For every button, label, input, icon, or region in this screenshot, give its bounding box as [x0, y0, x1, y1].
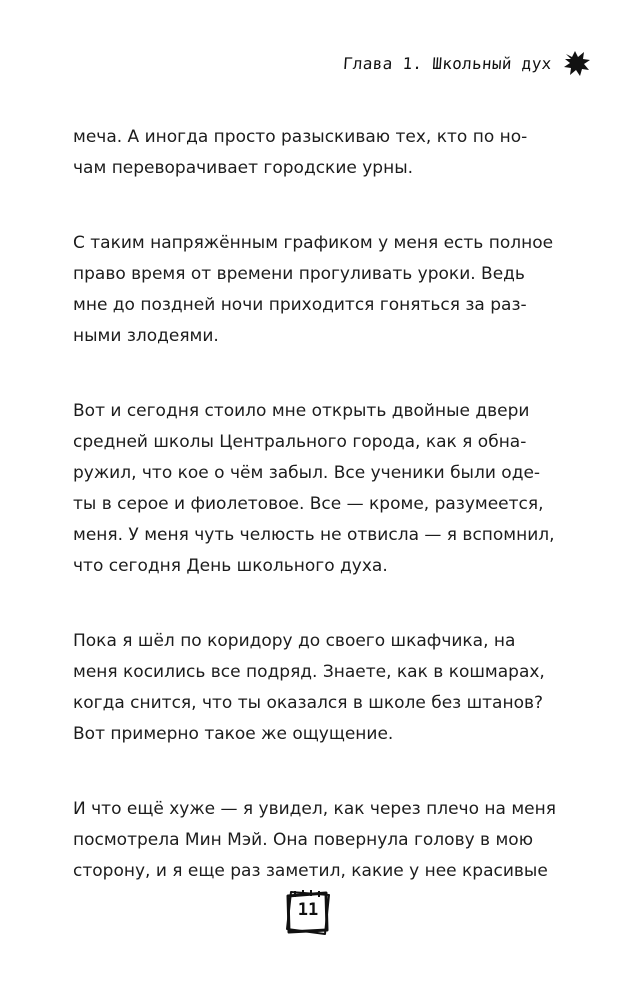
text-line: меня косились все подряд. Знаете, как в кошмарах,	[73, 662, 545, 682]
chapter-title: Глава 1. Школьный дух	[342, 53, 553, 73]
body-text	[73, 122, 578, 931]
text-line: что сегодня День школьного духа.	[73, 556, 388, 576]
text-line: Вот и сегодня стоило мне открыть двойные двери	[73, 401, 530, 421]
page-number-badge	[283, 888, 333, 938]
text-line: сторону, и я еще раз заметил, какие у нее красивые	[73, 861, 548, 881]
page-number: 11	[297, 900, 319, 920]
text-line: меча. А иногда просто разыскиваю тех, кто по но-	[73, 127, 528, 147]
paragraph	[73, 228, 578, 352]
text-line: ты в серое и фиолетовое. Все — кроме, разумеется,	[73, 494, 544, 514]
text-line: меня. У меня чуть челюсть не отвисла — я вспомнил,	[73, 525, 555, 545]
text-line: мне до поздней ночи приходится гоняться за раз-	[73, 295, 527, 315]
text-line: средней школы Центрального города, как я обна-	[73, 432, 527, 452]
text-line: Пока я шёл по коридору до своего шкафчика, на	[73, 631, 516, 651]
paragraph	[73, 626, 578, 750]
text-line: ружил, что кое о чём забыл. Все ученики были оде-	[73, 463, 541, 483]
paragraph	[73, 122, 578, 184]
paragraph	[73, 396, 578, 582]
text-line: С таким напряжённым графиком у меня есть полное	[73, 233, 554, 253]
running-header	[343, 48, 592, 78]
text-line: ными злодеями.	[73, 326, 219, 346]
text-line: Вот примерно такое же ощущение.	[73, 724, 394, 744]
text-line: когда снится, что ты оказался в школе без штанов?	[73, 693, 544, 713]
text-line: чам переворачивает городские урны.	[73, 158, 414, 178]
paragraph	[73, 794, 578, 887]
text-line: право время от времени прогуливать уроки. Ведь	[73, 264, 525, 284]
text-line: посмотрела Мин Мэй. Она повернула голову в мою	[73, 830, 534, 850]
ink-splat-icon	[562, 48, 592, 78]
text-line: И что ещё хуже — я увидел, как через плечо на меня	[73, 799, 556, 819]
